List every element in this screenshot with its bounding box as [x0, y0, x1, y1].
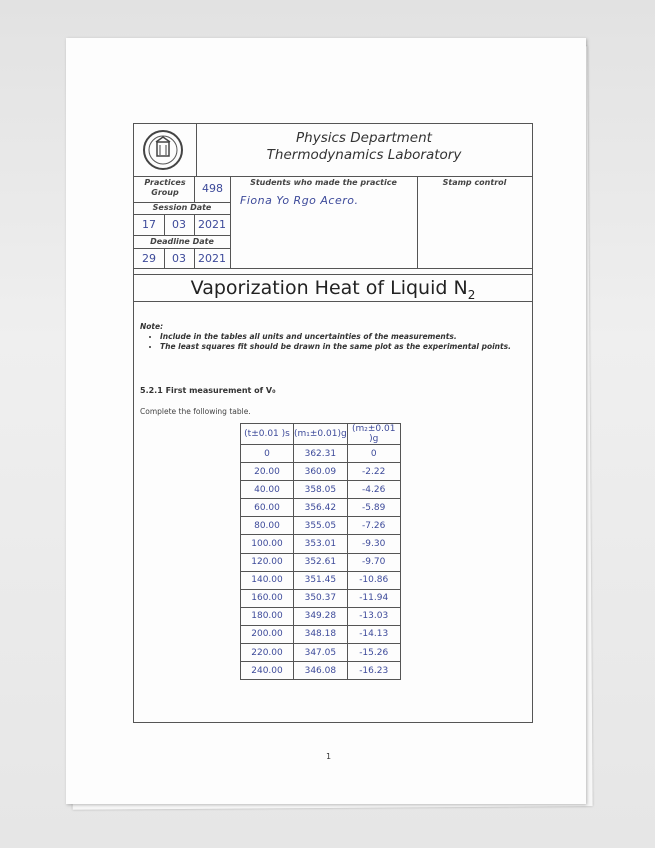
table-cell: 347.05 — [294, 644, 348, 662]
table-row — [241, 589, 401, 607]
table-cell: 360.09 — [294, 463, 348, 481]
table-cell: 349.28 — [294, 607, 348, 625]
table-cell: 220.00 — [241, 644, 294, 662]
table-cell: 140.00 — [241, 571, 294, 589]
note — [140, 322, 525, 352]
title-text: Vaporization Heat of Liquid N — [190, 277, 468, 299]
note-item: • Include in the tables all units and uncertainties of the measurements. — [160, 332, 525, 342]
table-row — [241, 445, 401, 463]
table-cell: -14.13 — [347, 625, 400, 643]
students-names: Fiona Yo Rgo Acero. — [240, 194, 359, 207]
session-month: 03 — [164, 215, 195, 235]
table-cell: 180.00 — [241, 607, 294, 625]
table-row — [241, 553, 401, 571]
department-heading — [204, 130, 524, 164]
table-cell: 120.00 — [241, 553, 294, 571]
session-date — [134, 215, 230, 236]
note-label: Note: — [140, 322, 164, 331]
table-cell: 200.00 — [241, 625, 294, 643]
table-cell: -4.26 — [347, 481, 400, 499]
table-cell: 346.08 — [294, 662, 348, 680]
table-cell: -9.70 — [347, 553, 400, 571]
deadline-date-label: Deadline Date — [134, 236, 230, 249]
table-cell: -5.89 — [347, 499, 400, 517]
logo-cell — [134, 124, 197, 176]
table-row — [241, 463, 401, 481]
title-bar — [134, 274, 532, 302]
university-seal-icon — [142, 129, 184, 171]
info-block — [134, 176, 532, 269]
table-row — [241, 481, 401, 499]
table-row — [241, 644, 401, 662]
table-cell: 353.01 — [294, 535, 348, 553]
table-cell: -15.26 — [347, 644, 400, 662]
page-number: 1 — [326, 752, 332, 761]
group-dates-box — [134, 176, 231, 268]
page-title — [134, 275, 532, 308]
stamp-label: Stamp control — [442, 178, 507, 187]
table-cell: 100.00 — [241, 535, 294, 553]
session-day: 17 — [134, 215, 165, 235]
table-cell: 60.00 — [241, 499, 294, 517]
table-cell: 240.00 — [241, 662, 294, 680]
practices-group-label: Practices Group — [144, 178, 186, 197]
session-date-label: Session Date — [134, 202, 230, 215]
table-cell: 355.05 — [294, 517, 348, 535]
deadline-date — [134, 249, 230, 269]
table-cell: -13.03 — [347, 607, 400, 625]
table-cell: 160.00 — [241, 589, 294, 607]
table-cell: -16.23 — [347, 662, 400, 680]
students-label: Students who made the practice — [250, 178, 397, 187]
table-row — [241, 571, 401, 589]
table-cell: 356.42 — [294, 499, 348, 517]
table-row — [241, 662, 401, 680]
table-row — [241, 535, 401, 553]
table-cell: -11.94 — [347, 589, 400, 607]
table-row — [241, 499, 401, 517]
table-cell: 0 — [241, 445, 294, 463]
worksheet-frame — [133, 123, 533, 723]
deadline-day: 29 — [134, 249, 165, 269]
deadline-month: 03 — [164, 249, 195, 269]
table-cell: 348.18 — [294, 625, 348, 643]
table-row — [241, 607, 401, 625]
table-cell: 358.05 — [294, 481, 348, 499]
column-header: (m₂±0.01 )g — [347, 424, 400, 445]
students-box — [230, 176, 418, 268]
table-cell: 0 — [347, 445, 400, 463]
table-cell: 350.37 — [294, 589, 348, 607]
table-row — [241, 517, 401, 535]
header — [134, 124, 532, 177]
note-item: • The least squares fit should be drawn in the same plot as the experimental points. — [160, 342, 525, 352]
laboratory-name: Thermodynamics Laboratory — [266, 147, 462, 163]
table-cell: -7.26 — [347, 517, 400, 535]
table-cell: 20.00 — [241, 463, 294, 481]
measurement-table — [240, 423, 401, 680]
section-heading: 5.2.1 First measurement of V₀ — [140, 386, 276, 395]
practices-group-value: 498 — [194, 176, 230, 202]
column-header: (t±0.01 )s — [241, 424, 294, 445]
deadline-year: 2021 — [198, 252, 226, 265]
table-cell: 362.31 — [294, 445, 348, 463]
session-year: 2021 — [198, 218, 226, 231]
department-name: Physics Department — [296, 130, 432, 146]
title-subscript: 2 — [467, 287, 476, 302]
table-row — [241, 625, 401, 643]
table-cell: -10.86 — [347, 571, 400, 589]
table-cell: -9.30 — [347, 535, 400, 553]
table-header-row — [241, 424, 401, 445]
table-cell: 40.00 — [241, 481, 294, 499]
table-cell: 80.00 — [241, 517, 294, 535]
column-header: (m₁±0.01)g — [294, 424, 348, 445]
practices-group — [134, 176, 230, 203]
instruction-text: Complete the following table. — [140, 407, 251, 416]
table-cell: 351.45 — [294, 571, 348, 589]
table-cell: -2.22 — [347, 463, 400, 481]
table-cell: 352.61 — [294, 553, 348, 571]
